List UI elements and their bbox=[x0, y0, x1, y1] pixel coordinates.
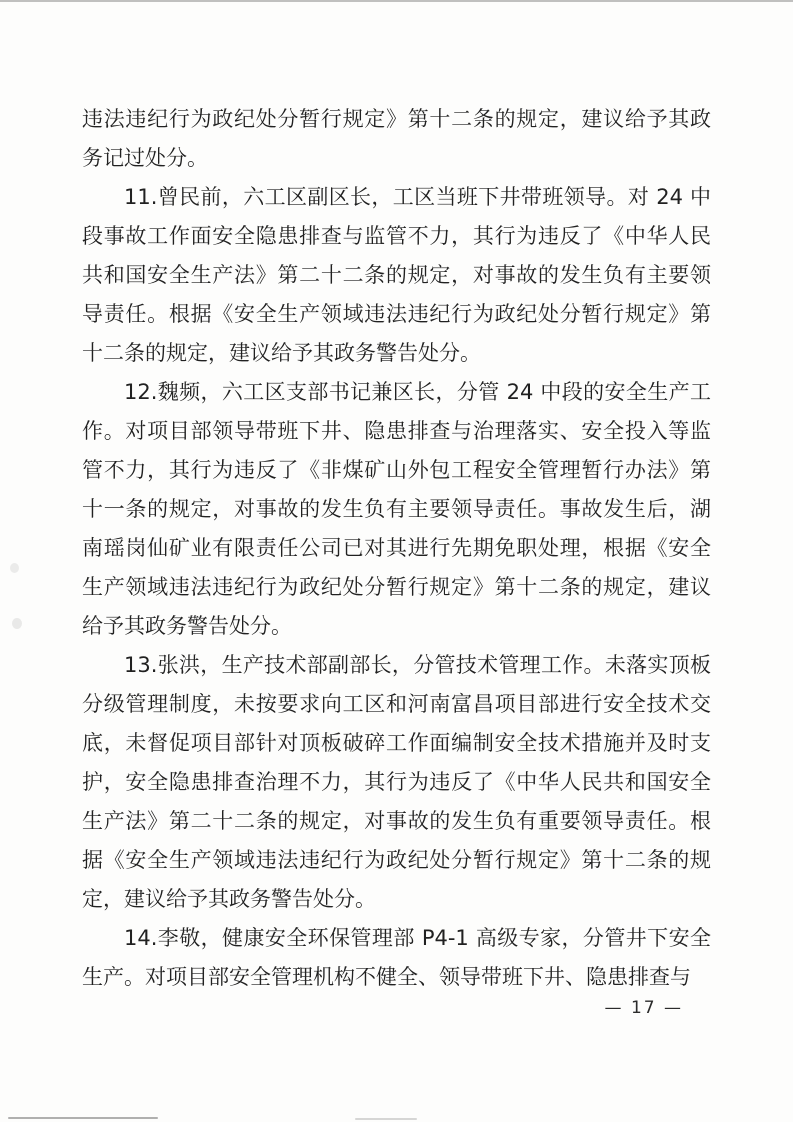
paragraph-item-11: 11.曾民前，六工区副区长，工区当班下井带班领导。对 24 中段事故工作面安全隐患排查与监管不力，其行为违反了《中华人民共和国安全生产法》第二十二条的规定，对事故的发生负有主要领导责任。根据《安全生产领域违法违纪行为政纪处分暂行规定》第十二条的规定，建议给予其政务警告处分。 bbox=[82, 185, 711, 365]
paragraph-item-14: 14.李敬，健康安全环保管理部 P4-1 高级专家，分管井下安全生产。对项目部安全管理机构不健全、领导带班下井、隐患排查与 bbox=[82, 926, 711, 989]
scan-smudge-artifact bbox=[12, 618, 22, 629]
paragraph-item-13: 13.张洪，生产技术部副部长，分管技术管理工作。未落实顶板分级管理制度，未按要求向工区和河南富昌项目部进行安全技术交底，未督促项目部针对顶板破碎工作面编制安全技术措施并及时支护，安全隐患排查治理不力，其行为违反了《中华人民共和国安全生产法》第二十二条的规定，对事故的发生负有重要领导责任。根据《安全生产领域违法违纪行为政纪处分暂行规定》第十二条的规定，建议给予其政务警告处分。 bbox=[82, 653, 711, 911]
paragraph-continuation: 违法违纪行为政纪处分暂行规定》第十二条的规定，建议给予其政务记过处分。 bbox=[82, 107, 711, 170]
scan-edge-artifact-top bbox=[0, 0, 793, 2]
page-number: — 17 — bbox=[604, 998, 683, 1018]
scan-edge-artifact-bottom bbox=[355, 1118, 417, 1120]
scan-smudge-artifact bbox=[10, 563, 19, 573]
paragraph-item-12: 12.魏频，六工区支部书记兼区长，分管 24 中段的安全生产工作。对项目部领导带班下井、隐患排查与治理落实、安全投入等监管不力，其行为违反了《非煤矿山外包工程安全管理暂行办法》第十一条的规定，对事故的发生负有主要领导责任。事故发生后，湖南瑶岗仙矿业有限责任公司已对其进行先期免职处理，根据《安全生产领域违法违纪行为政纪处分暂行规定》第十二条的规定，建议给予其政务警告处分。 bbox=[82, 380, 711, 638]
scan-edge-artifact-bottom bbox=[8, 1117, 158, 1119]
document-body-text bbox=[82, 100, 711, 997]
